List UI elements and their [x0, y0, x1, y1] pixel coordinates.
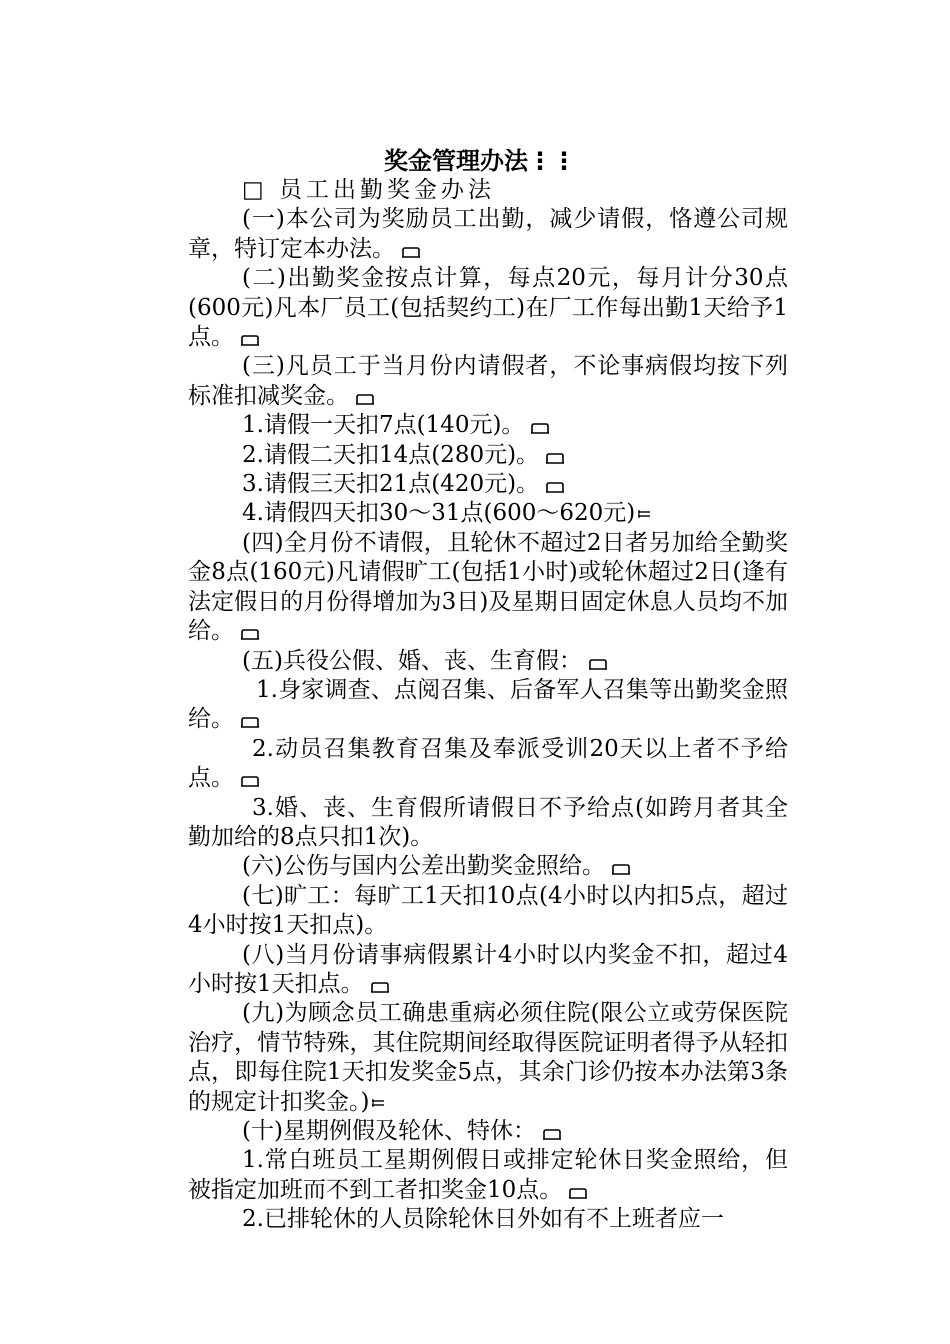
paragraph: [188, 647, 788, 676]
paragraph-text: 3.请假三天扣21点(420元)。: [242, 471, 540, 498]
paragraph-text: 2.动员召集教育召集及奉派受训20天以上者不予给点。: [188, 735, 788, 792]
paragraph: [188, 205, 788, 264]
paragraph: [188, 264, 788, 352]
paragraph-text: 1.常白班员工星期例假日或排定轮休日奖金照给，但被指定加班而不到工者扣奖金10点。: [188, 1147, 788, 1203]
paragraph-return-icon: [240, 628, 260, 640]
list-item: [188, 470, 788, 499]
paragraph-text: 2.请假二天扣14点(280元)。: [242, 441, 540, 468]
list-item: [188, 676, 788, 735]
paragraph-equals-icon: [371, 1097, 385, 1109]
paragraph-return-icon: [545, 452, 565, 464]
paragraph-return-icon: [355, 393, 375, 405]
paragraph-return-icon: [240, 716, 260, 728]
paragraph-text: (六)公伤与国内公差出勤奖金照给。: [242, 853, 605, 880]
document-title: 奖金管理办法⋮⋮: [384, 147, 576, 175]
paragraph-return-icon: [530, 422, 550, 434]
list-item: [188, 735, 788, 794]
paragraph-text: 1.请假一天扣7点(140元)。: [242, 412, 525, 439]
list-item: [188, 499, 788, 528]
paragraph-equals-icon: [637, 508, 651, 520]
paragraph: [188, 352, 788, 411]
paragraph-return-icon: [542, 1128, 562, 1140]
paragraph-text: (二)出勤奖金按点计算，每点20元，每月计分30点(600元)凡本厂员工(包括契约工)在厂工作每出勤1天给予1点。: [188, 265, 788, 351]
paragraph: [188, 941, 788, 1000]
paragraph-return-icon: [611, 863, 631, 875]
paragraph-text: (三)凡员工于当月份内请假者，不论事病假均按下列标准扣减奖金。: [188, 353, 788, 409]
list-item: [188, 794, 788, 853]
paragraph: [188, 882, 788, 941]
list-item: [188, 1205, 788, 1234]
paragraph: [188, 1117, 788, 1146]
paragraph-return-icon: [545, 481, 565, 493]
list-item: [188, 441, 788, 470]
paragraph-return-icon: [588, 658, 608, 670]
list-item: [188, 411, 788, 440]
paragraph-text: (十)星期例假及轮休、特休：: [242, 1118, 536, 1144]
paragraph-return-icon: [370, 981, 390, 993]
paragraph-text: 4.请假四天扣30～31点(600～620元): [242, 500, 636, 527]
paragraph-text: (七)旷工：每旷工1天扣10点(4小时以内扣5点，超过4小时按1天扣点)。: [188, 882, 788, 939]
paragraph-return-icon: [401, 246, 421, 258]
paragraph-text: 2.已排轮休的人员除轮休日外如有不上班者应一: [242, 1206, 724, 1233]
paragraph-text: (九)为顾念员工确患重病必须住院(限公立或劳保医院治疗，情节特殊，其住院期间经取得医院证明者得予从轻扣点，即每住院1天扣发奖金5点，其余门诊仍按本办法第3条的规定计扣奖金。): [188, 1000, 788, 1115]
list-item: [188, 1146, 788, 1205]
section-heading: □ 员工出勤奖金办法: [242, 177, 496, 203]
paragraph-text: (八)当月份请事病假累计4小时以内奖金不扣，超过4小时按1天扣点。: [188, 941, 788, 997]
paragraph-return-icon: [240, 334, 260, 346]
paragraph: [188, 852, 788, 881]
paragraph-text: (五)兵役公假、婚、丧、生育假：: [242, 647, 582, 674]
paragraph-return-icon: [568, 1187, 588, 1199]
paragraph-text: 3.婚、丧、生育假所请假日不予给点(如跨月者其全勤加给的8点只扣1次)。: [188, 794, 788, 850]
paragraph-text: 1.身家调查、点阅召集、后备军人召集等出勤奖金照给。: [188, 676, 788, 733]
paragraph: [188, 529, 788, 647]
paragraph-return-icon: [240, 775, 260, 787]
paragraph-text: (四)全月份不请假，且轮休不超过2日者另加给全勤奖金8点(160元)凡请假旷工(包括1小时)或轮休超过2日(逢有法定假日的月份得增加为3日)及星期日固定休息人员均不加给。: [188, 529, 788, 645]
paragraph-text: (一)本公司为奖励员工出勤，减少请假，恪遵公司规章，特订定本办法。: [188, 206, 788, 262]
paragraph: [188, 999, 788, 1117]
document-body: [188, 176, 788, 1235]
